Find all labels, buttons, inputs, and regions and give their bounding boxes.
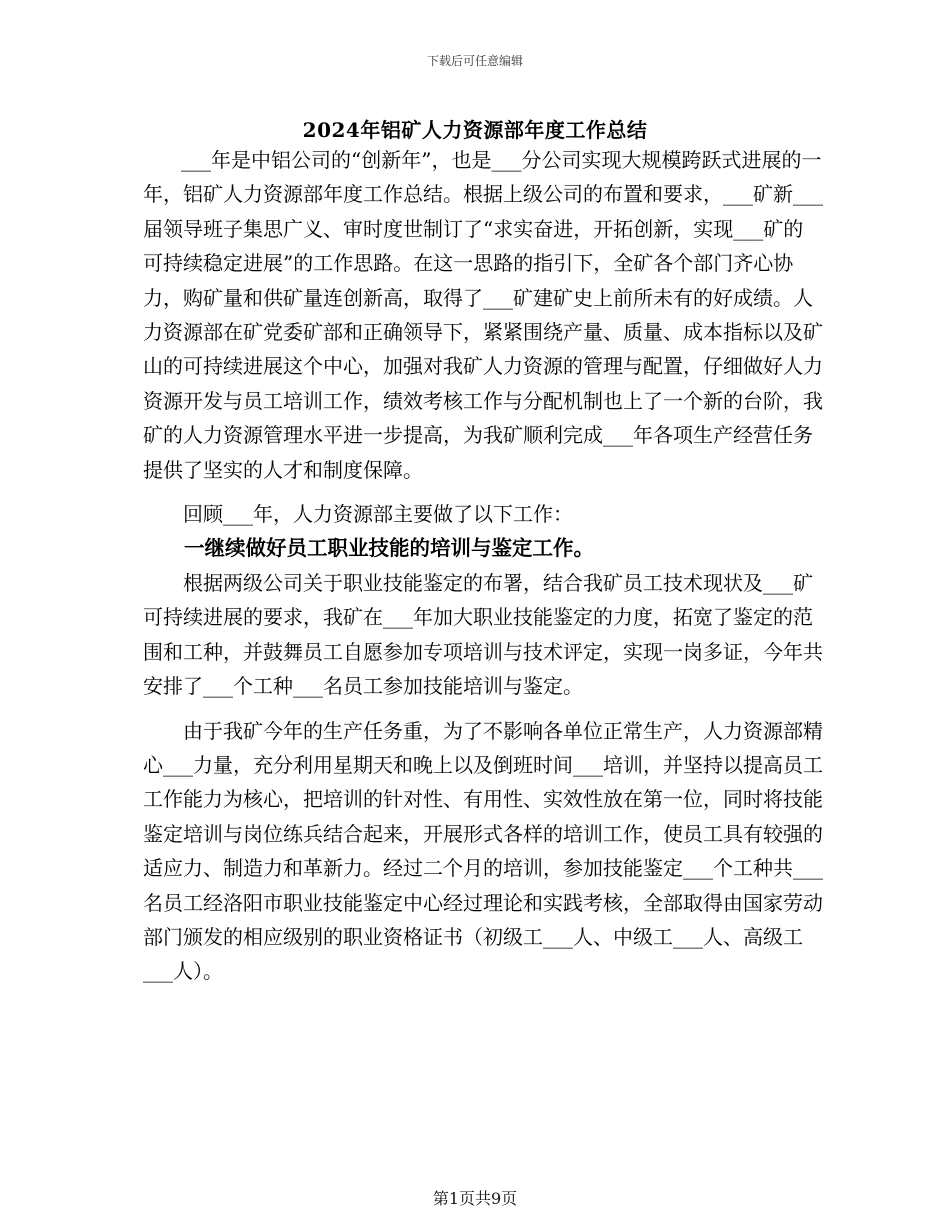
paragraph-review: 回顾___年，人力资源部主要做了以下工作： bbox=[183, 502, 573, 527]
page-header: 下载后可任意编辑 bbox=[426, 54, 523, 68]
document-body bbox=[143, 143, 823, 989]
page-number: 第1页共9页 bbox=[432, 1189, 518, 1208]
paragraph-intro: ___年是中铝公司的“创新年”，也是___分公司实现大规模跨跃式进展的一年，铝矿人力资源部年度工作总结。根据上级公司的布置和要求，___矿新___届领导班子集思广义、审时度世制订了“求实奋进，开拓创新，实现___矿的可持续稳定进展”的工作思路。在这一思路的指引下，全矿各个部门齐心协力，购矿量和供矿量连创新高，取得了___矿建矿史上前所未有的好成绩。人力资源部在矿党委矿部和正确领导下，紧紧围绕产量、质量、成本指标以及矿山的可持续进展这个中心，加强对我矿人力资源的管理与配置，仔细做好人力资源开发与员工培训工作，绩效考核工作与分配机制也上了一个新的台阶，我矿的人力资源管理水平进一步提高，为我矿顺利完成___年各项生产经营任务提供了坚实的人才和制度保障。 bbox=[143, 148, 823, 482]
section-heading: 一继续做好员工职业技能的培训与鉴定工作。 bbox=[184, 536, 594, 561]
paragraph-skills: 根据两级公司关于职业技能鉴定的布署，结合我矿员工技术现状及___矿可持续进展的要求，我矿在___年加大职业技能鉴定的力度，拓宽了鉴定的范围和工种，并鼓舞员工自愿参加专项培训与技术评定，实现一岗多证，今年共安排了___个工种___名员工参加技能培训与鉴定。 bbox=[143, 570, 823, 699]
paragraph-training: 由于我矿今年的生产任务重，为了不影响各单位正常生产，人力资源部精心___力量，充分利用星期天和晚上以及倒班时间___培训，并坚持以提高员工工作能力为核心，把培训的针对性、有用性、实效性放在第一位，同时将技能鉴定培训与岗位练兵结合起来，开展形式各样的培训工作，使员工具有较强的适应力、制造力和革新力。经过二个月的培训，参加技能鉴定___个工种共___名员工经洛阳市职业技能鉴定中心经过理论和实践考核，全部取得由国家劳动部门颁发的相应级别的职业资格证书（初级工___人、中级工___人、高级工___人）。 bbox=[143, 718, 823, 984]
document-title: 2024年铝矿人力资源部年度工作总结 bbox=[302, 118, 648, 142]
